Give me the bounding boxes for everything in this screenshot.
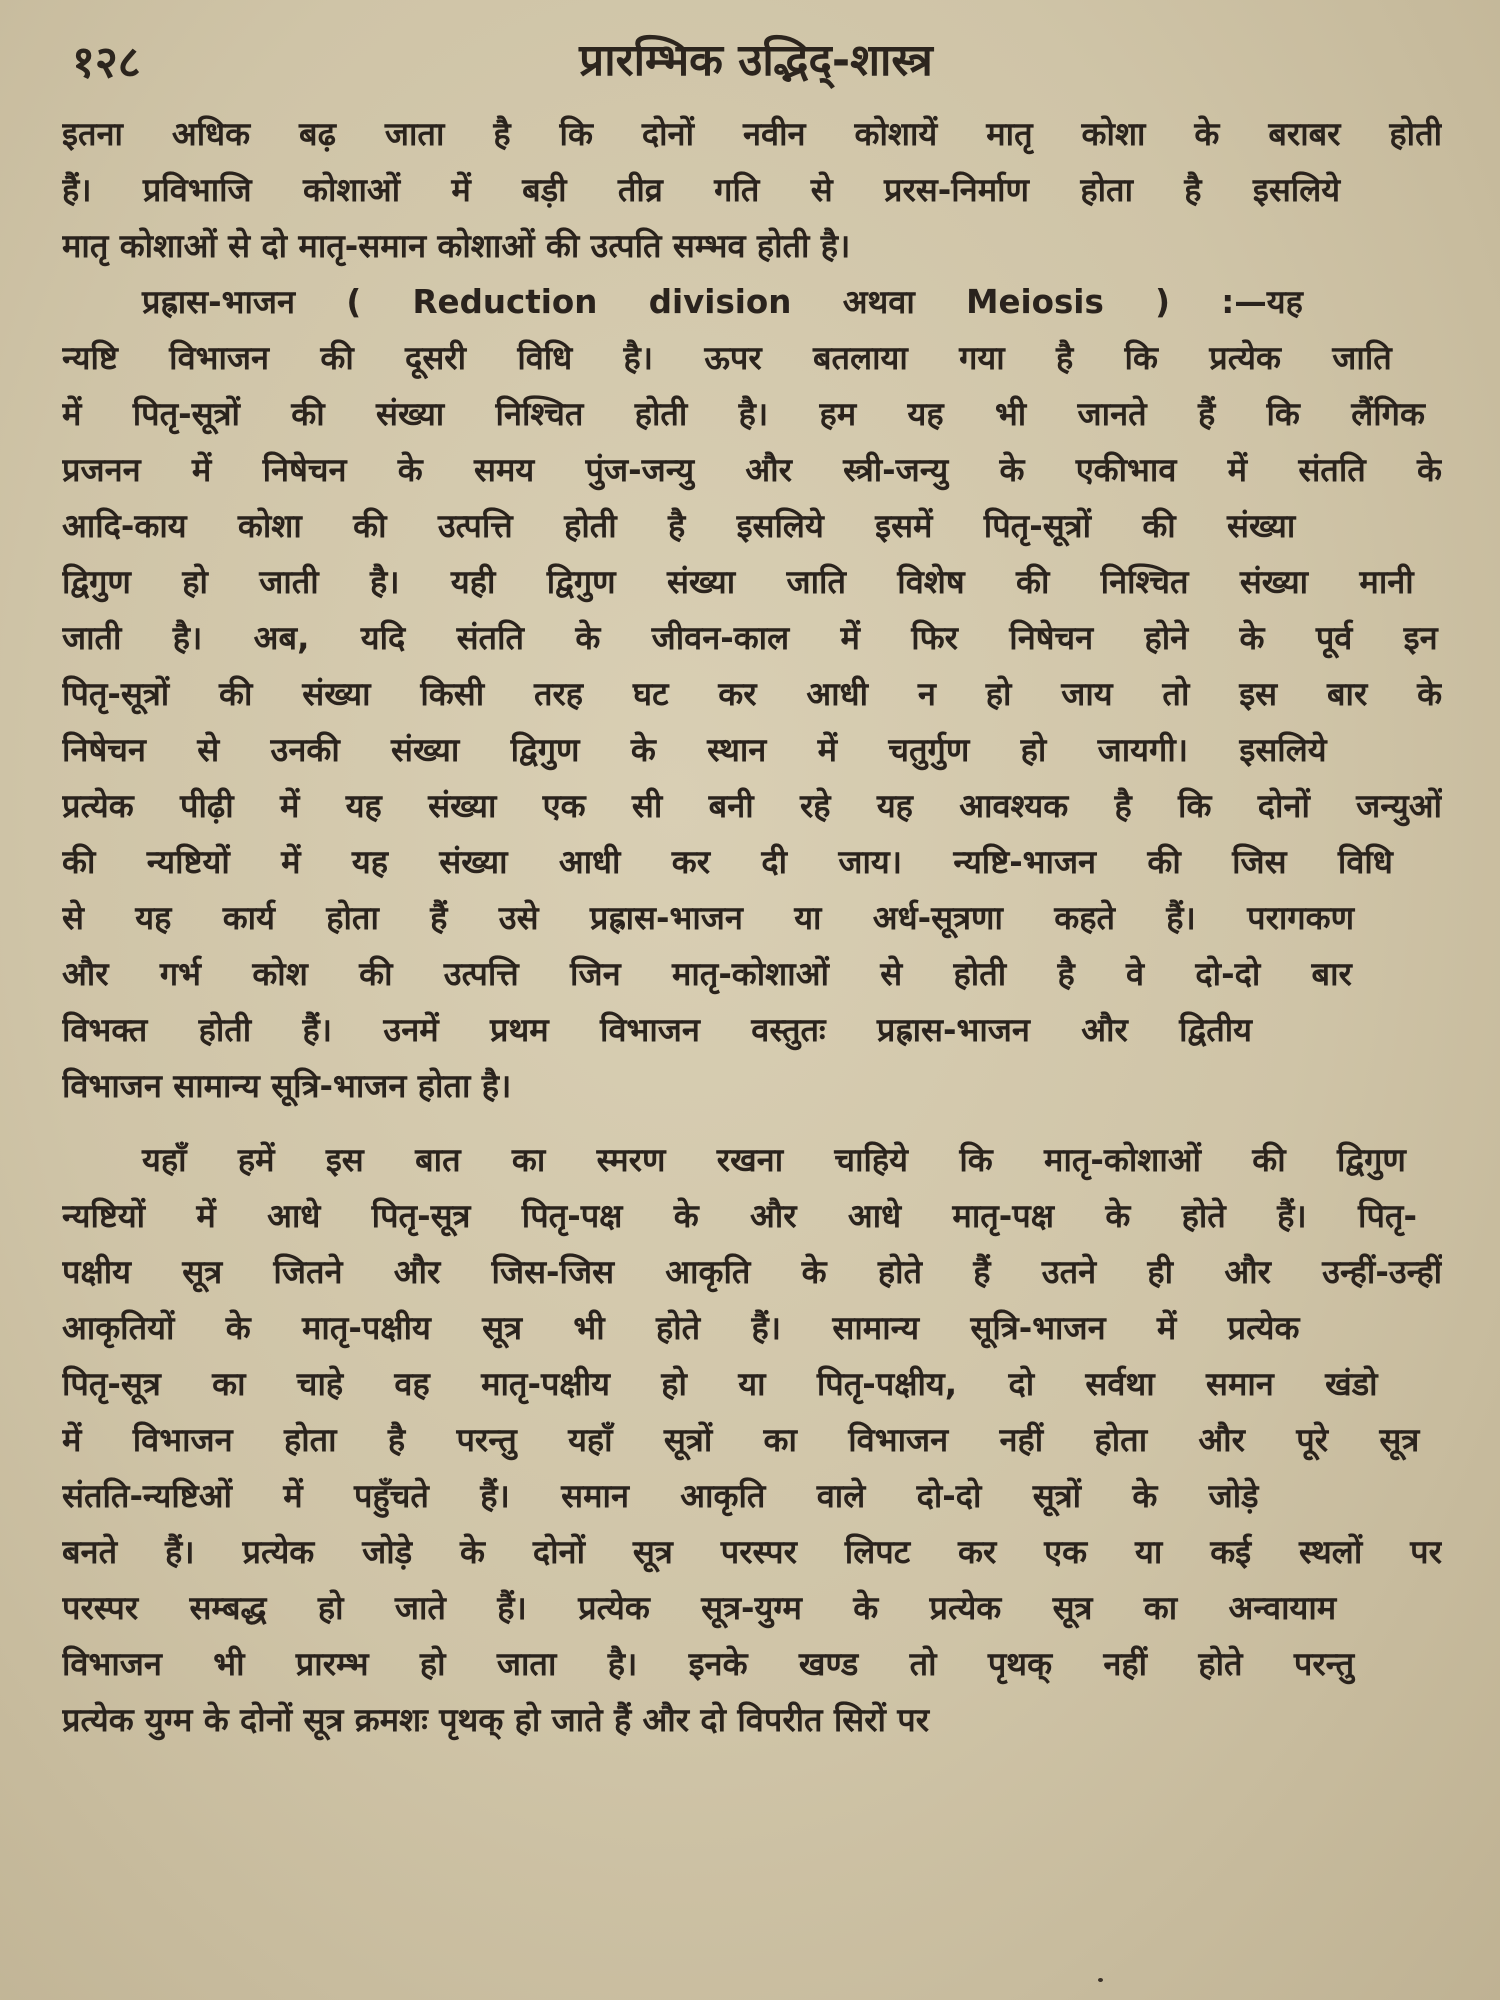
text-line: में पितृ-सूत्रों की संख्या निश्चित होती है। हम यह भी जानते हैं कि लैंगिक xyxy=(62,395,1425,433)
text-line: जाती है। अब, यदि संतति के जीवन-काल में फिर निषेचन होने के पूर्व इन xyxy=(62,619,1438,657)
text-line: पक्षीय सूत्र जितने और जिस-जिस आकृति के होते हैं उतने ही और उन्हीं-उन्हीं xyxy=(62,1253,1442,1291)
page-header xyxy=(72,22,1440,92)
text-line: प्रत्येक युग्म के दोनों सूत्र क्रमशः पृथक् हो जाते हैं और दो विपरीत सिरों पर xyxy=(62,1701,930,1739)
text-line: की न्यष्टियों में यह संख्या आधी कर दी जाय। न्यष्टि-भाजन की जिस विधि xyxy=(62,843,1393,881)
text-line: पितृ-सूत्र का चाहे वह मातृ-पक्षीय हो या पितृ-पक्षीय, दो सर्वथा समान खंडो xyxy=(62,1365,1378,1403)
text-line: परस्पर सम्बद्ध हो जाते हैं। प्रत्येक सूत्र-युग्म के प्रत्येक सूत्र का अन्वायाम xyxy=(62,1589,1337,1627)
text-line: आकृतियों के मातृ-पक्षीय सूत्र भी होते हैं। सामान्य सूत्रि-भाजन में प्रत्येक xyxy=(62,1309,1300,1347)
text-line: मातृ कोशाओं से दो मातृ-समान कोशाओं की उत्पति सम्भव होती है। xyxy=(62,227,851,265)
page-number: १२८ xyxy=(72,37,141,88)
text-line: निषेचन से उनकी संख्या द्विगुण के स्थान में चतुर्गुण हो जायगी। इसलिये xyxy=(62,731,1327,769)
text-line: और गर्भ कोश की उत्पत्ति जिन मातृ-कोशाओं से होती है वे दो-दो बार xyxy=(62,955,1352,993)
paragraph-gap xyxy=(62,1114,1442,1132)
paragraph xyxy=(62,274,1442,1114)
running-title: प्रारम्भिक उद्भिद्-शास्त्र xyxy=(579,35,933,86)
text-line: विभाजन सामान्य सूत्रि-भाजन होता है। xyxy=(62,1067,512,1105)
text-line: बनते हैं। प्रत्येक जोड़े के दोनों सूत्र परस्पर लिपट कर एक या कई स्थलों पर xyxy=(62,1533,1442,1571)
text-line: प्रजनन में निषेचन के समय पुंज-जन्यु और स्त्री-जन्यु के एकीभाव में संतति के xyxy=(62,451,1442,489)
text-line: द्विगुण हो जाती है। यही द्विगुण संख्या जाति विशेष की निश्चित संख्या मानी xyxy=(62,563,1414,601)
text-line: विभाजन भी प्रारम्भ हो जाता है। इनके खण्ड तो पृथक् नहीं होते परन्तु xyxy=(62,1645,1355,1683)
text-line: संतति-न्यष्टिओं में पहुँचते हैं। समान आकृति वाले दो-दो सूत्रों के जोड़े xyxy=(62,1477,1259,1515)
paragraph xyxy=(62,106,1442,274)
text-line: हैं। प्रविभाजि कोशाओं में बड़ी तीव्र गति से प्ररस-निर्माण होता है इसलिये xyxy=(62,171,1341,209)
text-line: न्यष्टि विभाजन की दूसरी विधि है। ऊपर बतलाया गया है कि प्रत्येक जाति xyxy=(62,339,1392,377)
text-line: में विभाजन होता है परन्तु यहाँ सूत्रों का विभाजन नहीं होता और पूरे सूत्र xyxy=(62,1421,1420,1459)
text-line: न्यष्टियों में आधे पितृ-सूत्र पितृ-पक्ष के और आधे मातृ-पक्ष के होते हैं। पितृ- xyxy=(62,1197,1417,1235)
body-text xyxy=(62,106,1442,1748)
text-line: प्रत्येक पीढ़ी में यह संख्या एक सी बनी रहे यह आवश्यक है कि दोनों जन्युओं xyxy=(62,787,1442,825)
text-line: विभक्त होती हैं। उनमें प्रथम विभाजन वस्तुतः प्रह्रास-भाजन और द्वितीय xyxy=(62,1011,1252,1049)
text-line: प्रह्रास-भाजन ( Reduction division अथवा Meiosis ) :—यह xyxy=(142,283,1303,321)
ink-speck xyxy=(1098,1978,1103,1982)
paragraph xyxy=(62,1132,1442,1748)
text-line: इतना अधिक बढ़ जाता है कि दोनों नवीन कोशायें मातृ कोशा के बराबर होती xyxy=(62,115,1442,153)
text-line: आदि-काय कोशा की उत्पत्ति होती है इसलिये इसमें पितृ-सूत्रों की संख्या xyxy=(62,507,1296,545)
text-line: यहाँ हमें इस बात का स्मरण रखना चाहिये कि मातृ-कोशाओं की द्विगुण xyxy=(142,1141,1406,1179)
text-line: पितृ-सूत्रों की संख्या किसी तरह घट कर आधी न हो जाय तो इस बार के xyxy=(62,675,1442,713)
text-line: से यह कार्य होता हैं उसे प्रह्रास-भाजन या अर्ध-सूत्रणा कहते हैं। परागकण xyxy=(62,899,1355,937)
